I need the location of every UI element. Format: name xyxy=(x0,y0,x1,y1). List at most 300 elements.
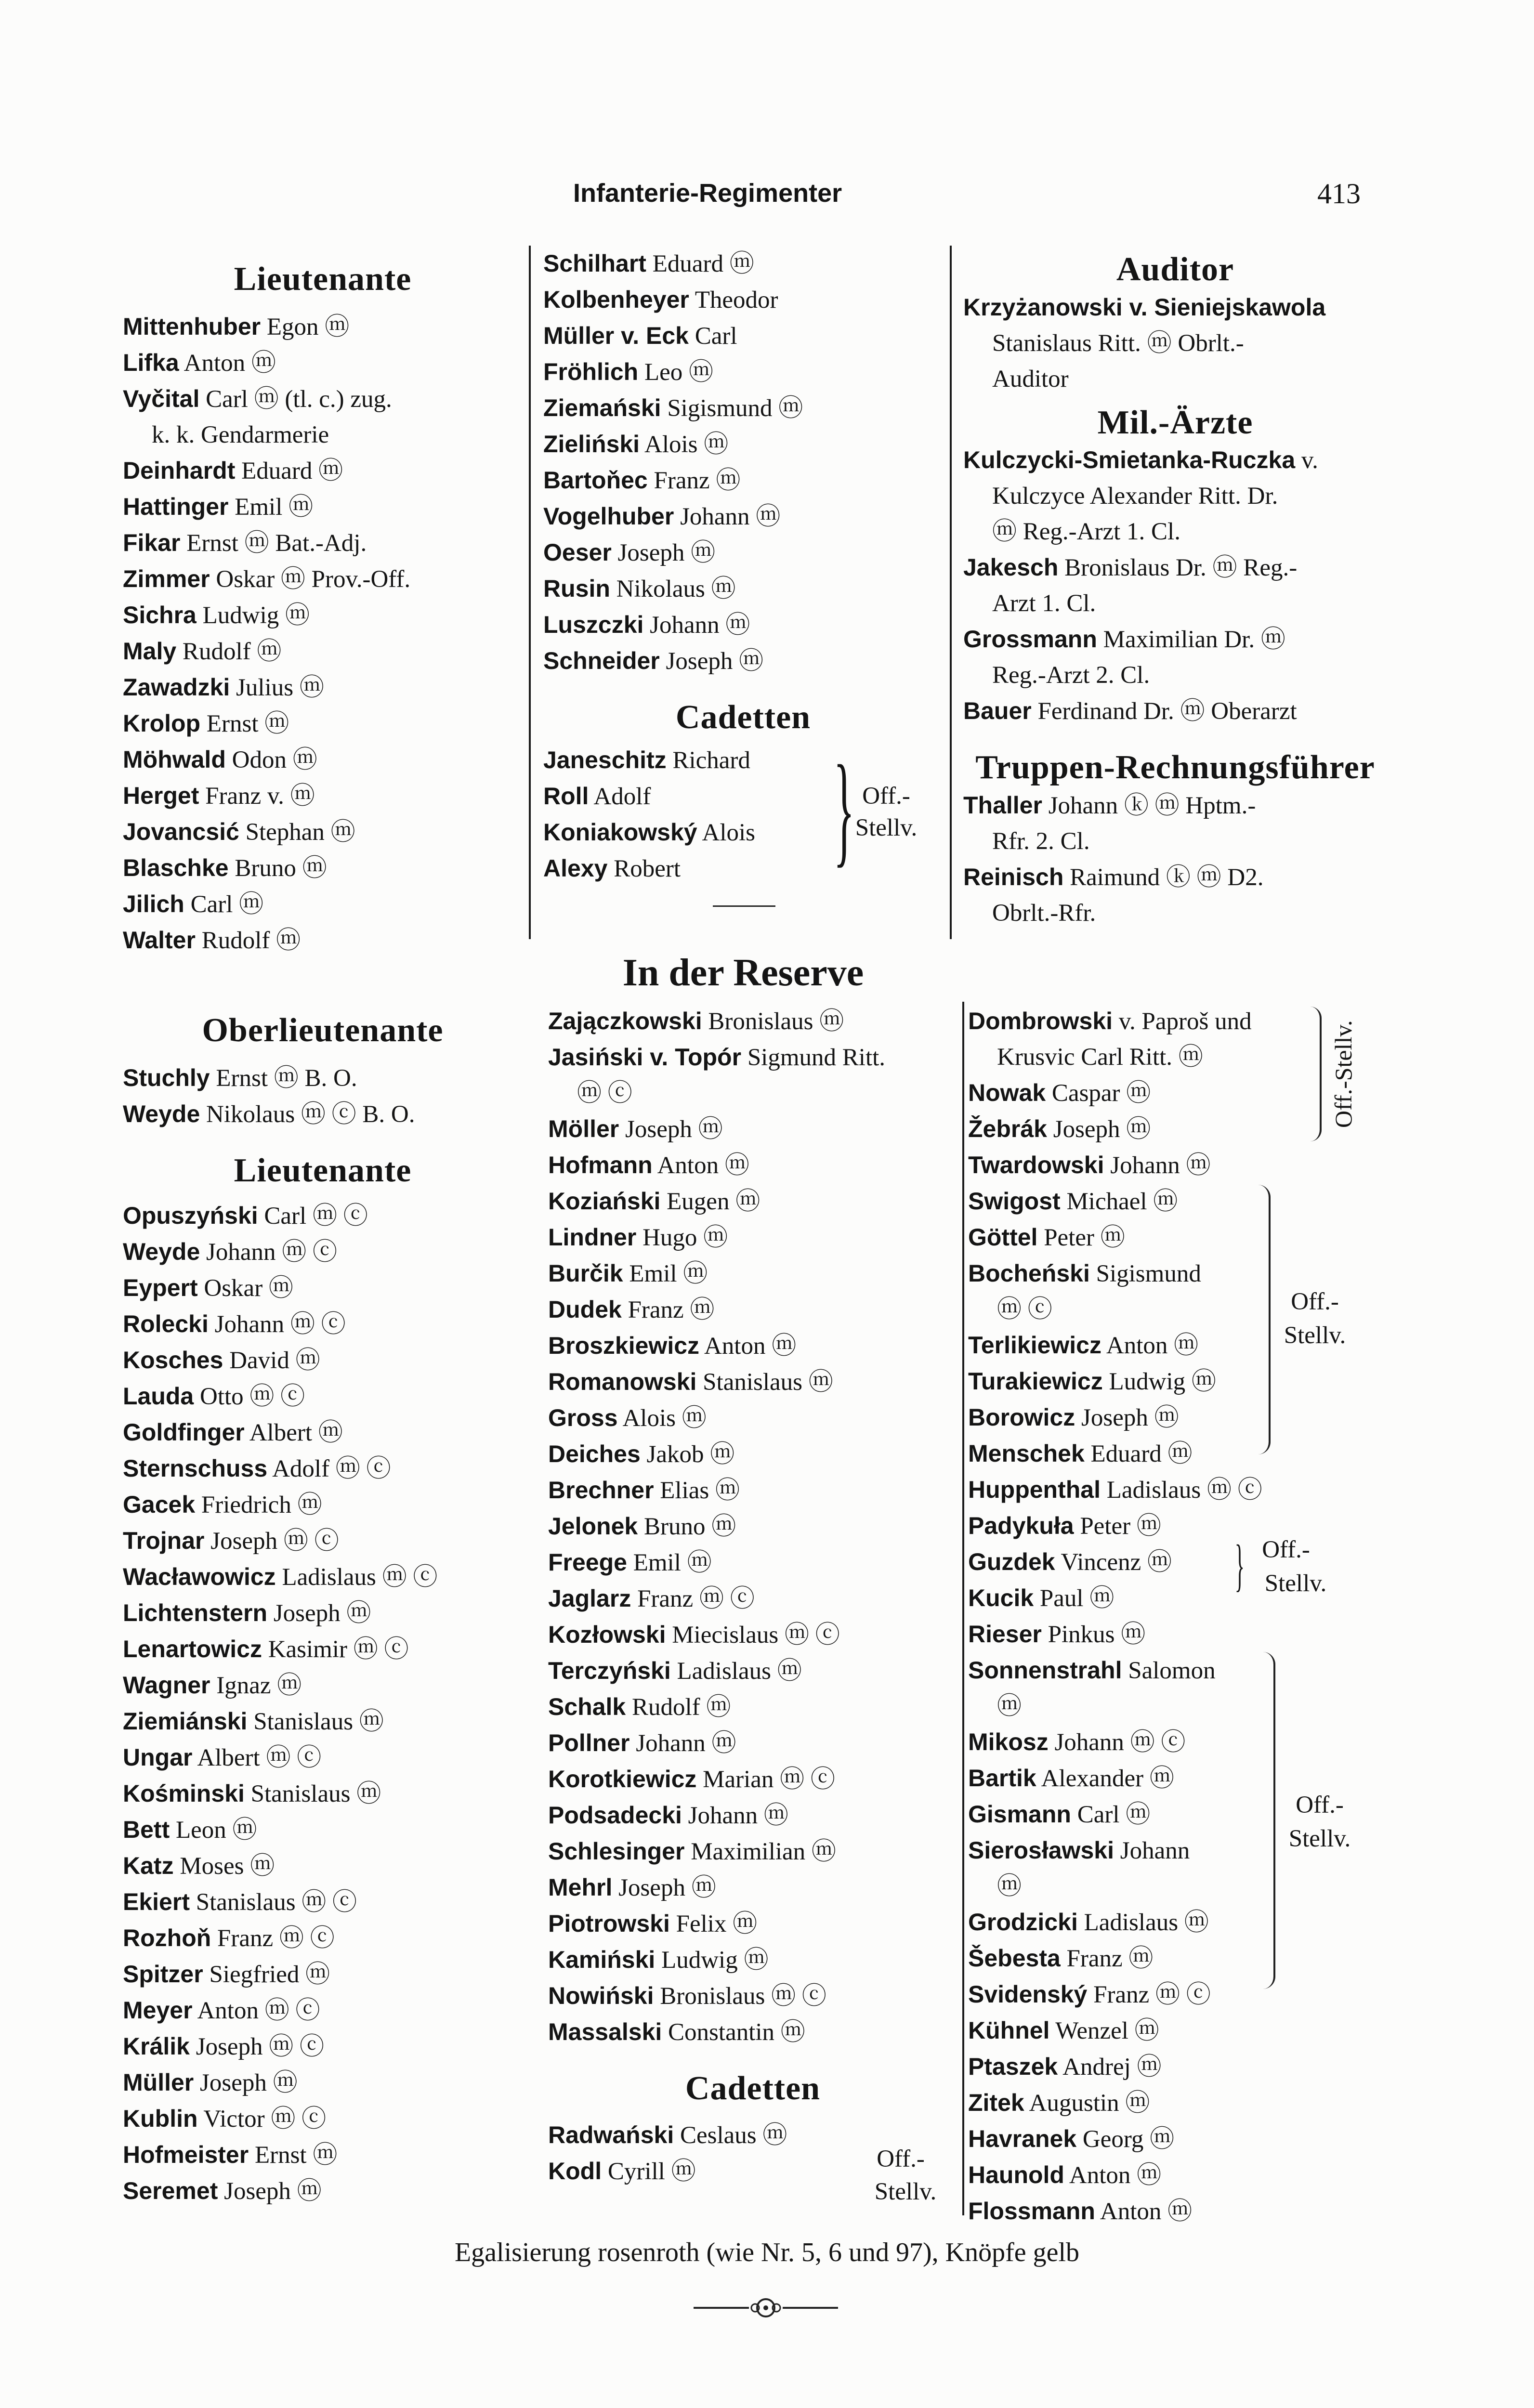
surname: Bocheński xyxy=(968,1260,1090,1287)
entry-details: David ⓜ xyxy=(229,1347,320,1374)
entry-details: ⓜ ⓒ xyxy=(997,1296,1052,1323)
list-item xyxy=(548,1328,957,1364)
surname: Gacek xyxy=(123,1491,196,1518)
list-item xyxy=(548,2014,957,2050)
surname: Spitzer xyxy=(123,1961,203,1988)
surname: Dudek xyxy=(548,1296,622,1323)
surname: Luszczki xyxy=(543,611,644,638)
surname: Terczyński xyxy=(548,1657,671,1684)
surname: Nowak xyxy=(968,1079,1046,1106)
surname: Jakesch xyxy=(963,554,1059,581)
list-item xyxy=(123,381,523,417)
entry-details: Bruno ⓜ xyxy=(643,1513,736,1540)
column-rule xyxy=(529,246,531,939)
list-item xyxy=(548,1653,957,1689)
surname: Wagner xyxy=(123,1672,210,1699)
surname: Rusin xyxy=(543,575,610,602)
entry-details: Peter ⓜ xyxy=(1044,1224,1125,1251)
entry-details: Felix ⓜ xyxy=(676,1911,758,1937)
brace xyxy=(1310,1007,1322,1141)
surname: Sternschuss xyxy=(123,1455,268,1482)
entry-details: Johann ⓚ ⓜ Hptm.- xyxy=(1048,792,1256,819)
entry-details: Franz ⓜ xyxy=(628,1296,715,1323)
list-item xyxy=(548,1003,957,1039)
surname: Lenartowicz xyxy=(123,1636,262,1662)
note-stellv: Stellv. xyxy=(1288,1825,1351,1852)
entry-details: Ladislaus ⓜ ⓒ xyxy=(282,1564,438,1591)
note-vertical: Off.-Stellv. xyxy=(1330,1020,1357,1128)
surname: Hofmeister xyxy=(123,2141,249,2168)
entry-details: Jakob ⓜ xyxy=(646,1441,735,1468)
surname: Krolop xyxy=(123,709,201,737)
list-item xyxy=(963,550,1387,586)
brace xyxy=(1258,1185,1271,1454)
note-off: Off.- xyxy=(1291,1288,1339,1315)
note-stellv: Stellv. xyxy=(874,2178,937,2205)
surname: Opuszyński xyxy=(123,1202,258,1229)
entry-details: Anton ⓜ xyxy=(1106,1332,1199,1359)
section-title: Cadetten xyxy=(685,2070,821,2107)
list-item xyxy=(968,1003,1392,1039)
surname: Jelonek xyxy=(548,1513,638,1540)
surname: Zitek xyxy=(968,2089,1024,2116)
surname: Jasiński v. Topór xyxy=(548,1044,742,1071)
list-item xyxy=(963,442,1387,478)
entry-details: Carl ⓜ xyxy=(1077,1801,1151,1828)
list-item xyxy=(968,1869,1392,1904)
list-item xyxy=(123,814,523,850)
entry-details: ⓜ xyxy=(997,1693,1022,1720)
surname: Massalski xyxy=(548,2018,662,2045)
list-item xyxy=(123,1703,523,1740)
entry-details: Kulczyce Alexander Ritt. Dr. xyxy=(992,483,1278,510)
surname: Roll xyxy=(543,782,589,810)
entry-details: Joseph ⓜ xyxy=(1053,1116,1151,1143)
list-item xyxy=(548,1219,957,1256)
entry-details: Johann ⓜ ⓒ xyxy=(206,1239,337,1266)
list-item xyxy=(968,1147,1392,1183)
surname: Jovancsić xyxy=(123,818,239,845)
surname: Meyer xyxy=(123,1997,193,2024)
brace: } xyxy=(1234,1533,1245,1597)
list-item xyxy=(968,2157,1392,2193)
surname: Radwański xyxy=(548,2121,674,2148)
list-item xyxy=(548,1256,957,1292)
list-item xyxy=(123,525,523,561)
entry-details: Marian ⓜ ⓒ xyxy=(703,1766,835,1793)
surname: Rieser xyxy=(968,1621,1042,1648)
list-item xyxy=(963,289,1387,326)
entry-details: Sigismund ⓜ xyxy=(667,395,803,422)
list-item xyxy=(123,1884,523,1920)
entry-details: Sigmund Ritt. xyxy=(747,1044,886,1071)
column-rule xyxy=(962,1002,964,2215)
surname: Haunold xyxy=(968,2161,1064,2188)
surname: Wacławowicz xyxy=(123,1563,276,1590)
list-item xyxy=(123,2101,523,2137)
entry-details: Carl ⓜ xyxy=(190,890,264,918)
list-item xyxy=(123,417,523,453)
entry-details: Ladislaus ⓜ xyxy=(1084,1909,1209,1936)
list-item xyxy=(548,1833,957,1870)
list-item xyxy=(968,1688,1392,1724)
surname: Göttel xyxy=(968,1224,1038,1251)
entry-details: Ernst ⓜ xyxy=(254,2142,338,2169)
surname: Weyde xyxy=(123,1100,200,1127)
surname: Kodl xyxy=(548,2157,602,2185)
entry-details: Andrej ⓜ xyxy=(1062,2054,1162,2081)
list-item xyxy=(963,361,1387,397)
note-stellv: Stellv. xyxy=(1264,1570,1327,1597)
entry-details: Stephan ⓜ xyxy=(245,818,355,846)
brace: } xyxy=(833,740,855,878)
entry-details: Adolf xyxy=(593,783,651,810)
entry-details: Carl ⓜ (tl. c.) zug. xyxy=(206,385,392,413)
surname: Lichtenstern xyxy=(123,1599,268,1626)
list-item xyxy=(123,1234,523,1270)
surname: Bett xyxy=(123,1816,170,1843)
list-item xyxy=(968,1436,1392,1472)
entry-details: v. xyxy=(1301,447,1318,474)
entry-details: Franz ⓜ xyxy=(1066,1945,1154,1972)
surname: Romanowski xyxy=(548,1368,697,1395)
entry-details: Ludwig ⓜ xyxy=(202,602,310,629)
surname: Padykuła xyxy=(968,1512,1074,1539)
surname: Kucik xyxy=(968,1584,1034,1611)
list-item xyxy=(543,851,943,887)
surname: Deinhardt xyxy=(123,457,236,484)
surname: Šebesta xyxy=(968,1945,1061,1972)
list-item xyxy=(968,2121,1392,2157)
surname: Schilhart xyxy=(543,250,646,277)
entry-details: Eduard ⓜ xyxy=(241,457,343,484)
entry-details: Anton ⓜ xyxy=(704,1333,797,1360)
list-item xyxy=(123,850,523,886)
list-item xyxy=(963,693,1387,729)
list-item xyxy=(548,1472,957,1508)
entry-details: Anton ⓜ xyxy=(657,1152,749,1179)
list xyxy=(123,1060,523,1132)
surname: Freege xyxy=(548,1549,627,1576)
list-item xyxy=(123,1096,523,1132)
list-item xyxy=(123,1451,523,1487)
entry-details: Johann xyxy=(1120,1837,1190,1864)
surname: Mittenhuber xyxy=(123,313,261,340)
surname: Goldfinger xyxy=(123,1419,245,1446)
entry-details: Ceslaus ⓜ xyxy=(680,2121,787,2149)
list-item xyxy=(123,1523,523,1559)
note-off: Off.- xyxy=(877,2146,925,2172)
surname: Kublin xyxy=(123,2105,198,2132)
list-item xyxy=(543,643,943,679)
section-title: Mil.-Ärzte xyxy=(1097,404,1253,441)
list-item xyxy=(968,1976,1392,2013)
entry-details: Paul ⓜ xyxy=(1039,1585,1114,1612)
surname: Lindner xyxy=(548,1224,637,1251)
entry-details: Emil ⓜ xyxy=(633,1549,712,1576)
entry-details: Stanislaus ⓜ ⓒ xyxy=(196,1889,357,1916)
surname: Nowiński xyxy=(548,1982,654,2009)
note-stellv: Stellv. xyxy=(1284,1322,1346,1349)
list-item xyxy=(548,1075,957,1111)
surname: Thaller xyxy=(963,791,1042,819)
entry-details: Eduard ⓜ xyxy=(652,250,754,277)
entry-details: Ladislaus ⓜ xyxy=(677,1658,802,1685)
entry-details: Franz ⓜ ⓒ xyxy=(1093,1981,1211,2008)
surname: Kulczycki-Smietanka-Ruczka xyxy=(963,446,1296,473)
entry-details: k. k. Gendarmerie xyxy=(152,421,329,448)
list-item xyxy=(963,657,1387,693)
list-item xyxy=(123,1920,523,1956)
entry-details: Alois ⓜ xyxy=(622,1405,707,1432)
list-item xyxy=(543,318,943,354)
entry-details: Franz ⓜ ⓒ xyxy=(637,1585,755,1612)
entry-details: Salomon xyxy=(1128,1657,1216,1684)
entry-details: Leon ⓜ xyxy=(175,1817,257,1844)
entry-details: Otto ⓜ ⓒ xyxy=(200,1383,305,1410)
list-item xyxy=(123,1487,523,1523)
surname: Ptaszek xyxy=(968,2053,1058,2080)
surname: Möhwald xyxy=(123,746,226,773)
entry-details: Johann ⓜ xyxy=(680,503,781,530)
surname: Mehrl xyxy=(548,1874,613,1901)
entry-details: Bronislaus ⓜ ⓒ xyxy=(660,1983,826,2010)
surname: Rolecki xyxy=(123,1310,209,1337)
list-item xyxy=(123,778,523,814)
entry-details: Rfr. 2. Cl. xyxy=(992,827,1090,855)
list-item xyxy=(123,633,523,669)
surname: Bartik xyxy=(968,1765,1036,1792)
list-item xyxy=(123,2137,523,2173)
entry-details: Anton ⓜ xyxy=(184,349,276,377)
list-item xyxy=(123,453,523,489)
surname: Kośminski xyxy=(123,1780,245,1807)
surname: Bauer xyxy=(963,697,1032,724)
entry-details: Johann ⓜ xyxy=(650,612,750,639)
list-item xyxy=(548,1581,957,1617)
entry-details: Miecislaus ⓜ ⓒ xyxy=(672,1622,840,1649)
list-item xyxy=(123,345,523,381)
list-item xyxy=(548,1400,957,1436)
entry-details: Joseph ⓜ xyxy=(618,1874,716,1901)
entry-details: ⓜ Reg.-Arzt 1. Cl. xyxy=(992,518,1180,545)
surname: Weyde xyxy=(123,1238,200,1265)
list-item xyxy=(543,535,943,571)
list xyxy=(548,1003,957,2050)
entry-details: Ludwig ⓜ xyxy=(1109,1368,1216,1395)
surname: Guzdek xyxy=(968,1548,1055,1575)
surname: Koniakowský xyxy=(543,818,697,846)
surname: Grossmann xyxy=(963,626,1097,653)
surname: Trojnar xyxy=(123,1527,205,1554)
list-item xyxy=(123,1342,523,1378)
entry-details: Robert xyxy=(614,855,681,882)
list-item xyxy=(123,669,523,706)
entry-details: Rudolf ⓜ xyxy=(182,638,282,665)
surname: Podsadecki xyxy=(548,1802,682,1829)
surname: Koziański xyxy=(548,1188,661,1215)
surname: Korotkiewicz xyxy=(548,1766,697,1793)
surname: Deiches xyxy=(548,1440,641,1467)
entry-details: Victor ⓜ ⓒ xyxy=(203,2106,327,2133)
list-item xyxy=(963,586,1387,621)
list-item xyxy=(548,1978,957,2014)
surname: Zajączkowski xyxy=(548,1008,702,1034)
list-item xyxy=(543,390,943,426)
surname: Müller xyxy=(123,2069,194,2096)
surname: Hattinger xyxy=(123,493,229,520)
entry-details: Joseph ⓜ xyxy=(666,648,764,675)
entry-details: Franz v. ⓜ xyxy=(205,782,315,810)
list-item xyxy=(543,742,943,778)
surname: Hofmann xyxy=(548,1152,653,1178)
list-item xyxy=(968,1652,1392,1688)
list-item xyxy=(543,607,943,643)
surname: Sonnenstrahl xyxy=(968,1657,1122,1684)
surname: Havranek xyxy=(968,2125,1077,2152)
section-title: Cadetten xyxy=(675,699,811,736)
surname: Lifka xyxy=(123,349,179,376)
list-item xyxy=(543,571,943,607)
list-item xyxy=(968,2049,1392,2085)
entry-details: Georg ⓜ xyxy=(1082,2126,1175,2153)
list-item xyxy=(123,1559,523,1595)
entry-details: Odon ⓜ xyxy=(232,746,317,773)
list-item xyxy=(548,1364,957,1400)
surname: Vogelhuber xyxy=(543,503,674,530)
surname: Kozłowski xyxy=(548,1621,666,1648)
surname: Rozhoň xyxy=(123,1924,211,1951)
list-item xyxy=(968,2193,1392,2229)
list-item xyxy=(123,1198,523,1234)
list-item xyxy=(548,1544,957,1581)
list-item xyxy=(548,1797,957,1833)
entry-details: Rudolf ⓜ xyxy=(631,1694,731,1721)
list-item xyxy=(123,597,523,633)
entry-details: Joseph ⓜ xyxy=(617,539,716,566)
list-item xyxy=(548,1689,957,1725)
entry-details: Stanislaus ⓜ xyxy=(253,1708,384,1735)
entry-details: Friedrich ⓜ xyxy=(201,1492,322,1518)
section-title: Auditor xyxy=(1116,251,1234,288)
surname: Zieliński xyxy=(543,431,640,458)
surname: Ziemański xyxy=(543,394,661,421)
surname: Gross xyxy=(548,1404,618,1431)
entry-details: Adolf ⓜ ⓒ xyxy=(272,1455,391,1482)
short-rule xyxy=(713,905,775,907)
list-item xyxy=(548,1761,957,1797)
entry-details: Johann ⓜ ⓒ xyxy=(214,1311,346,1338)
list-item xyxy=(963,859,1387,895)
list-item xyxy=(123,1667,523,1703)
list xyxy=(123,1198,523,2209)
list-item xyxy=(123,1631,523,1667)
list-item xyxy=(548,1111,957,1147)
surname: Piotrowski xyxy=(548,1910,670,1937)
surname: Möller xyxy=(548,1115,619,1142)
entry-details: Ferdinand Dr. ⓜ Oberarzt xyxy=(1037,698,1297,725)
entry-details: Ernst ⓜ Bat.-Adj. xyxy=(186,529,367,557)
entry-details: Auditor xyxy=(992,365,1069,393)
surname: Katz xyxy=(123,1852,174,1879)
entry-details: Emil ⓜ xyxy=(235,493,314,521)
entry-details: Maximilian ⓜ xyxy=(691,1838,836,1865)
list-item xyxy=(543,462,943,498)
list-item xyxy=(548,1617,957,1653)
list-item xyxy=(123,1595,523,1631)
surname: Terlikiewicz xyxy=(968,1332,1101,1359)
list-item xyxy=(123,886,523,922)
surname: Reinisch xyxy=(963,863,1064,890)
entry-details: Siegfried ⓜ xyxy=(209,1961,330,1988)
list-item xyxy=(123,1060,523,1096)
surname: Kosches xyxy=(123,1347,223,1374)
surname: Kamiński xyxy=(548,1946,656,1973)
list xyxy=(963,787,1387,931)
entry-details: Maximilian Dr. ⓜ xyxy=(1103,626,1285,653)
surname: Ekiert xyxy=(123,1888,190,1915)
entry-details: Leo ⓜ xyxy=(644,359,714,386)
list-item xyxy=(123,1270,523,1306)
surname: Dombrowski xyxy=(968,1008,1113,1034)
surname: Eypert xyxy=(123,1274,198,1301)
list-item xyxy=(543,246,943,282)
entry-details: Eugen ⓜ xyxy=(667,1188,760,1215)
entry-details: Sigismund xyxy=(1096,1260,1201,1287)
list-item xyxy=(123,1848,523,1884)
entry-details: Joseph ⓜ xyxy=(200,2069,298,2096)
entry-details: Cyrill ⓜ xyxy=(607,2158,696,2185)
surname: Jilich xyxy=(123,890,184,917)
surname: Mikosz xyxy=(968,1728,1049,1755)
list-item xyxy=(548,1725,957,1761)
list-item xyxy=(123,1740,523,1776)
section-title-reserve: In der Reserve xyxy=(622,952,864,994)
list-item xyxy=(968,1940,1392,1976)
entry-details: Kasimir ⓜ ⓒ xyxy=(268,1636,409,1663)
list-item xyxy=(543,354,943,390)
list-item xyxy=(123,561,523,597)
surname: Bartoňec xyxy=(543,467,648,494)
surname: Jaglarz xyxy=(548,1585,631,1612)
list-item xyxy=(963,824,1387,859)
entry-details: Raimund ⓚ ⓜ D2. xyxy=(1070,864,1264,891)
entry-details: Johann ⓜ ⓒ xyxy=(1054,1729,1186,1756)
list-item xyxy=(123,2028,523,2065)
entry-details: Anton ⓜ xyxy=(1069,2162,1162,2189)
surname: Herget xyxy=(123,782,199,809)
entry-details: Joseph ⓜ xyxy=(1081,1404,1179,1431)
entry-details: Richard xyxy=(672,746,750,774)
section-title: Lieutenante xyxy=(234,261,412,298)
entry-details: ⓜ xyxy=(997,1873,1022,1900)
list-item xyxy=(123,2173,523,2209)
surname: Zawadzki xyxy=(123,673,230,701)
section-title: Lieutenante xyxy=(234,1152,412,1189)
list-item xyxy=(963,478,1387,514)
entry-details: v. Paproš und xyxy=(1118,1008,1252,1035)
entry-details: Joseph ⓜ xyxy=(224,2178,322,2205)
running-header: Infanterie-Regimenter xyxy=(573,179,842,208)
entry-details: Elias ⓜ xyxy=(660,1477,740,1504)
entry-details: Joseph ⓜ ⓒ xyxy=(196,2033,325,2060)
list xyxy=(543,246,943,679)
list-item xyxy=(968,1400,1392,1436)
entry-details: Stanislaus ⓜ xyxy=(250,1780,381,1807)
list-item xyxy=(123,1812,523,1848)
list xyxy=(963,289,1387,397)
surname: Kühnel xyxy=(968,2017,1050,2044)
